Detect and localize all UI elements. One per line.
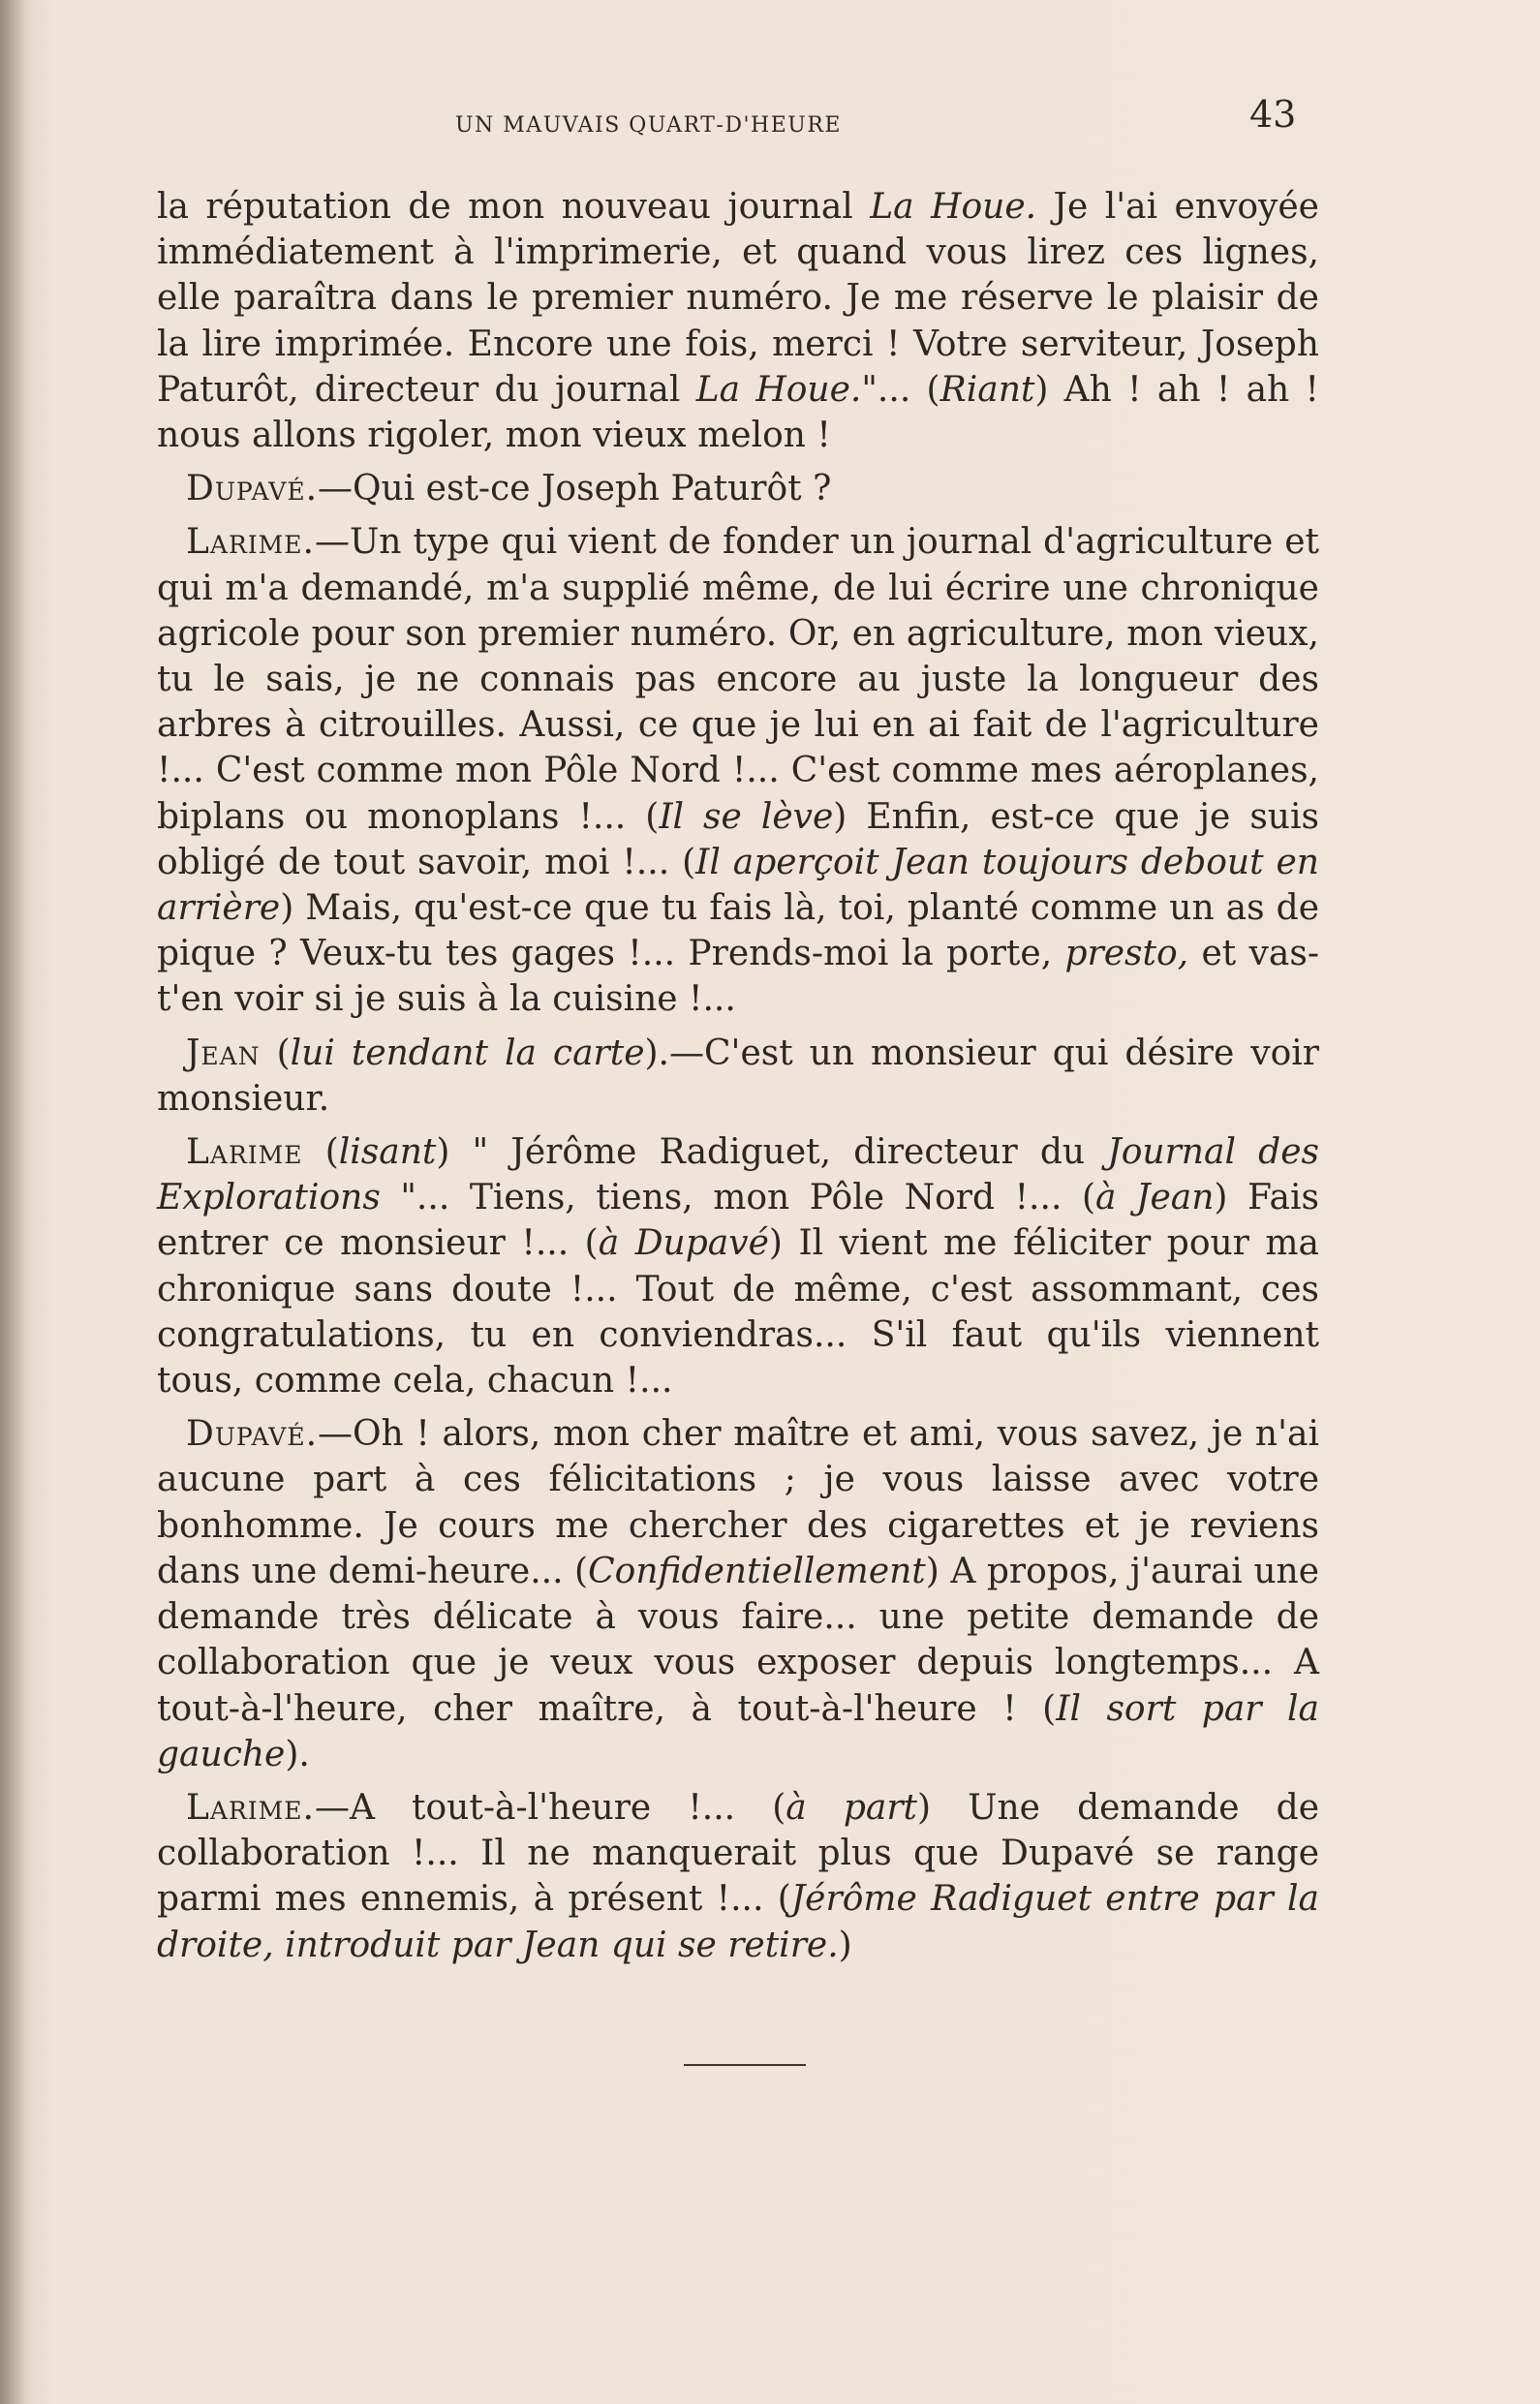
text-run: ). [285, 1734, 310, 1774]
italic-text: à part [785, 1787, 918, 1828]
italic-text: Il sort par la gauche [157, 1688, 1319, 1774]
italic-text: Il se lève [659, 796, 834, 837]
running-title: un mauvais quart-d'heure [455, 105, 842, 139]
speaker-name: Dupavé. [186, 469, 319, 509]
paragraph [157, 1785, 1319, 1968]
text-run: ( [260, 1032, 291, 1073]
end-rule [684, 2064, 806, 2066]
italic-text: lui tendant la carte [290, 1032, 645, 1073]
text-run: ).—C'est un monsieur qui désire voir monsieur. [157, 1032, 1319, 1119]
text-run: ) " Jérôme Radiguet, directeur du [436, 1132, 1108, 1173]
speaker-name: Dupavé. [186, 1414, 319, 1455]
text-run: Je l'ai envoyée immédiatement à l'imprimerie, et quand vous lirez ces lignes, elle paraîtra dans le premier numéro. Je me réserve le plaisir de la lire imprimée. Encore une fois, merci ! Votre serviteur, Joseph Paturôt, directeur du journal [157, 187, 1319, 410]
text-run: —Un type qui vient de fonder un journal d'agriculture et qui m'a demandé, m'a supplié même, de lui écrire une chronique agricole pour son premier numéro. Or, en agriculture, mon vieux, tu le sais, je ne connais pas encore au juste la longueur des arbres à citrouilles. Aussi, ce que je lui en ai fait de l'agriculture !... C'est comme mon Pôle Nord !... C'est comme mes aéroplanes, biplans ou monoplans !... ( [157, 522, 1319, 837]
gutter-shadow [0, 0, 25, 2404]
text-run: la réputation de mon nouveau journal [157, 187, 871, 227]
text-run: "... Tiens, tiens, mon Pôle Nord !... ( [380, 1178, 1095, 1218]
paragraph [157, 184, 1319, 458]
paragraph [157, 1411, 1319, 1777]
text-run: et vas-t'en voir si je suis à la cuisine !... [157, 934, 1319, 1020]
speaker-name: Larime. [186, 522, 315, 563]
paragraph [157, 466, 1319, 511]
italic-text: Riant [939, 369, 1035, 410]
speaker-name: Jean [186, 1032, 261, 1073]
text-run: —Oh ! alors, mon cher maître et ami, vous savez, je n'ai aucune part à ces félicitations ; je vous laisse avec votre bonhomme. Je cours me chercher des cigarettes et je reviens dans une demi-heure... ( [157, 1414, 1319, 1591]
text-run: ) Mais, qu'est-ce que tu fais là, toi, planté comme un as de pique ? Veux-tu tes gages !... Prends-moi la porte, [157, 888, 1319, 974]
text-run: ( [302, 1132, 339, 1173]
text-run: ) Fais entrer ce monsieur !... ( [157, 1178, 1319, 1264]
text-run: ) [838, 1925, 852, 1965]
text-run: ) A propos, j'aurai une demande très délicate à vous faire... une petite demande de collaboration que je veux vous exposer depuis longtemps... A tout-à-l'heure, cher maître, à tout-à-l'heure ! ( [157, 1551, 1319, 1729]
italic-text: presto, [1064, 934, 1189, 974]
text-run: "... ( [861, 369, 940, 410]
text-run: ) Enfin, est-ce que je suis obligé de tout savoir, moi !... ( [157, 796, 1319, 882]
italic-text: Il aperçoit Jean toujours debout en arrière [157, 842, 1319, 929]
italic-text: lisant [338, 1132, 437, 1173]
speaker-name: Larime [186, 1132, 303, 1173]
text-run: —A tout-à-l'heure !... ( [314, 1787, 786, 1828]
italic-text: à Dupavé [598, 1223, 769, 1264]
page-number: 43 [1249, 93, 1297, 136]
text-run: —Qui est-ce Joseph Paturôt ? [318, 469, 832, 509]
italic-text: La Houe. [870, 187, 1037, 227]
text-run: ) Il vient me féliciter pour ma chronique sans doute !... Tout de même, c'est assommant, ces congratulations, tu en conviendras... S'il faut qu'ils viennent tous, comme cela, chacun !... [157, 1223, 1319, 1402]
paragraph [157, 519, 1319, 1022]
speaker-name: Larime. [186, 1787, 315, 1828]
italic-text: Jérôme Radiguet entre par la droite, introduit par Jean qui se retire. [157, 1879, 1320, 1965]
paragraph [157, 1031, 1319, 1122]
body-text [157, 184, 1319, 1976]
paragraph [157, 1129, 1319, 1403]
italic-text: Journal des Explorations [157, 1132, 1319, 1218]
text-run: ) Ah ! ah ! ah ! nous allons rigoler, mon vieux melon ! [157, 369, 1320, 456]
italic-text: à Jean [1095, 1178, 1215, 1218]
italic-text: Confidentiellement [588, 1551, 926, 1591]
text-run: ) Une demande de collaboration !... Il ne manquerait plus que Dupavé se range parmi mes ennemis, à présent !... ( [157, 1787, 1320, 1920]
italic-text: La Houe. [695, 369, 862, 410]
